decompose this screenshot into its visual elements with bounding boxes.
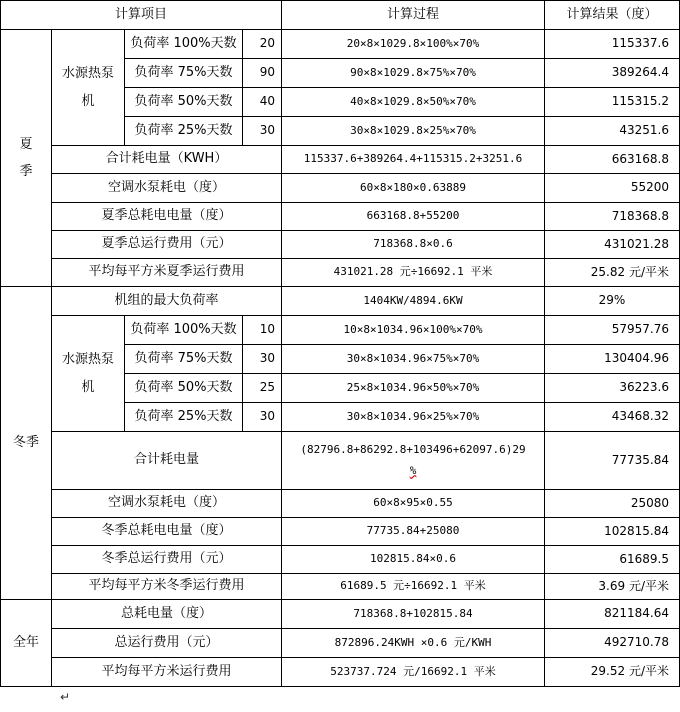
- winter-load-days: 25: [243, 374, 282, 403]
- winter-row-result: 25080: [545, 490, 680, 518]
- summer-row-process: 718368.8×0.6: [282, 231, 545, 259]
- summer-load-process: 90×8×1029.8×75%×70%: [282, 59, 545, 88]
- summer-row-label: 夏季总耗电电量（度）: [52, 203, 282, 231]
- winter-load-days: 30: [243, 345, 282, 374]
- summer-load-days: 30: [243, 117, 282, 146]
- winter-load-days: 30: [243, 403, 282, 432]
- summer-row-process: 60×8×180×0.63889: [282, 174, 545, 203]
- winter-load-process: 30×8×1034.96×75%×70%: [282, 345, 545, 374]
- summer-row-label: 平均每平方米夏季运行费用: [52, 259, 282, 287]
- paragraph-mark: ↵: [60, 690, 71, 704]
- winter-max-load-process: 1404KW/4894.6KW: [282, 287, 545, 316]
- winter-load-process: 10×8×1034.96×100%×70%: [282, 316, 545, 345]
- summer-load-process: 40×8×1029.8×50%×70%: [282, 88, 545, 117]
- summer-load-days: 90: [243, 59, 282, 88]
- summer-load-label: 负荷率 100%天数: [125, 30, 243, 59]
- winter-load-result: 130404.96: [545, 345, 680, 374]
- annual-row-label: 总耗电量（度）: [52, 600, 282, 629]
- summer-row-process: 431021.28 元÷16692.1 平米: [282, 259, 545, 287]
- annual-row-process: 523737.724 元/16692.1 平米: [282, 658, 545, 687]
- annual-season-label: 全年: [0, 600, 52, 687]
- winter-load-label: 负荷率 50%天数: [125, 374, 243, 403]
- summer-load-label: 负荷率 50%天数: [125, 88, 243, 117]
- summer-load-label: 负荷率 25%天数: [125, 117, 243, 146]
- winter-row-label: 冬季总耗电电量（度）: [52, 518, 282, 546]
- annual-row-process: 872896.24KWH ×0.6 元/KWH: [282, 629, 545, 658]
- header-process: 计算过程: [282, 0, 545, 30]
- annual-row-result: 29.52 元/平米: [545, 658, 680, 687]
- summer-load-result: 389264.4: [545, 59, 680, 88]
- winter-row-label: 冬季总运行费用（元）: [52, 546, 282, 574]
- winter-load-label: 负荷率 75%天数: [125, 345, 243, 374]
- summer-load-days: 40: [243, 88, 282, 117]
- winter-load-result: 43468.32: [545, 403, 680, 432]
- summer-load-process: 20×8×1029.8×100%×70%: [282, 30, 545, 59]
- winter-load-result: 36223.6: [545, 374, 680, 403]
- winter-load-result: 57957.76: [545, 316, 680, 345]
- winter-max-load-result: 29%: [545, 287, 680, 316]
- winter-total-result: 77735.84: [545, 432, 680, 490]
- winter-row-process: 77735.84+25080: [282, 518, 545, 546]
- winter-row-result: 61689.5: [545, 546, 680, 574]
- summer-load-result: 115337.6: [545, 30, 680, 59]
- winter-total-process: [282, 432, 545, 490]
- annual-row-process: 718368.8+102815.84: [282, 600, 545, 629]
- summer-load-days: 20: [243, 30, 282, 59]
- winter-load-label: 负荷率 100%天数: [125, 316, 243, 345]
- annual-row-label: 平均每平方米运行费用: [52, 658, 282, 687]
- summer-load-result: 115315.2: [545, 88, 680, 117]
- winter-load-process: 30×8×1034.96×25%×70%: [282, 403, 545, 432]
- summer-row-result: 55200: [545, 174, 680, 203]
- summer-load-process: 30×8×1029.8×25%×70%: [282, 117, 545, 146]
- summer-row-result: 663168.8: [545, 146, 680, 174]
- summer-row-process: 663168.8+55200: [282, 203, 545, 231]
- annual-row-result: 492710.78: [545, 629, 680, 658]
- annual-row-label: 总运行费用（元）: [52, 629, 282, 658]
- annual-row-result: 821184.64: [545, 600, 680, 629]
- winter-total-label: 合计耗电量: [52, 432, 282, 490]
- winter-unit-label: 水源热泵机: [52, 316, 125, 432]
- winter-season-label: 冬季: [0, 287, 52, 600]
- summer-row-result: 25.82 元/平米: [545, 259, 680, 287]
- winter-max-load-label: 机组的最大负荷率: [52, 287, 282, 316]
- winter-row-label: 平均每平方米冬季运行费用: [52, 574, 282, 600]
- summer-row-process: 115337.6+389264.4+115315.2+3251.6: [282, 146, 545, 174]
- summer-load-result: 43251.6: [545, 117, 680, 146]
- summer-unit-label: 水源热泵机: [52, 30, 125, 146]
- winter-row-process: 60×8×95×0.55: [282, 490, 545, 518]
- winter-load-days: 10: [243, 316, 282, 345]
- header-item: 计算项目: [0, 0, 282, 30]
- summer-row-label: 合计耗电量（KWH）: [52, 146, 282, 174]
- summer-row-result: 431021.28: [545, 231, 680, 259]
- winter-row-process: 61689.5 元÷16692.1 平米: [282, 574, 545, 600]
- summer-row-result: 718368.8: [545, 203, 680, 231]
- winter-row-label: 空调水泵耗电（度）: [52, 490, 282, 518]
- winter-load-process: 25×8×1034.96×50%×70%: [282, 374, 545, 403]
- winter-load-label: 负荷率 25%天数: [125, 403, 243, 432]
- winter-row-process: 102815.84×0.6: [282, 546, 545, 574]
- summer-season-label: 夏季: [0, 30, 52, 287]
- winter-total-process-line1: (82796.8+86292.8+103496+62097.6)29: [300, 443, 526, 457]
- winter-row-result: 3.69 元/平米: [545, 574, 680, 600]
- summer-row-label: 夏季总运行费用（元）: [52, 231, 282, 259]
- winter-row-result: 102815.84: [545, 518, 680, 546]
- winter-total-process-line2: %: [409, 463, 417, 477]
- header-result: 计算结果（度）: [545, 0, 680, 30]
- summer-row-label: 空调水泵耗电（度）: [52, 174, 282, 203]
- summer-load-label: 负荷率 75%天数: [125, 59, 243, 88]
